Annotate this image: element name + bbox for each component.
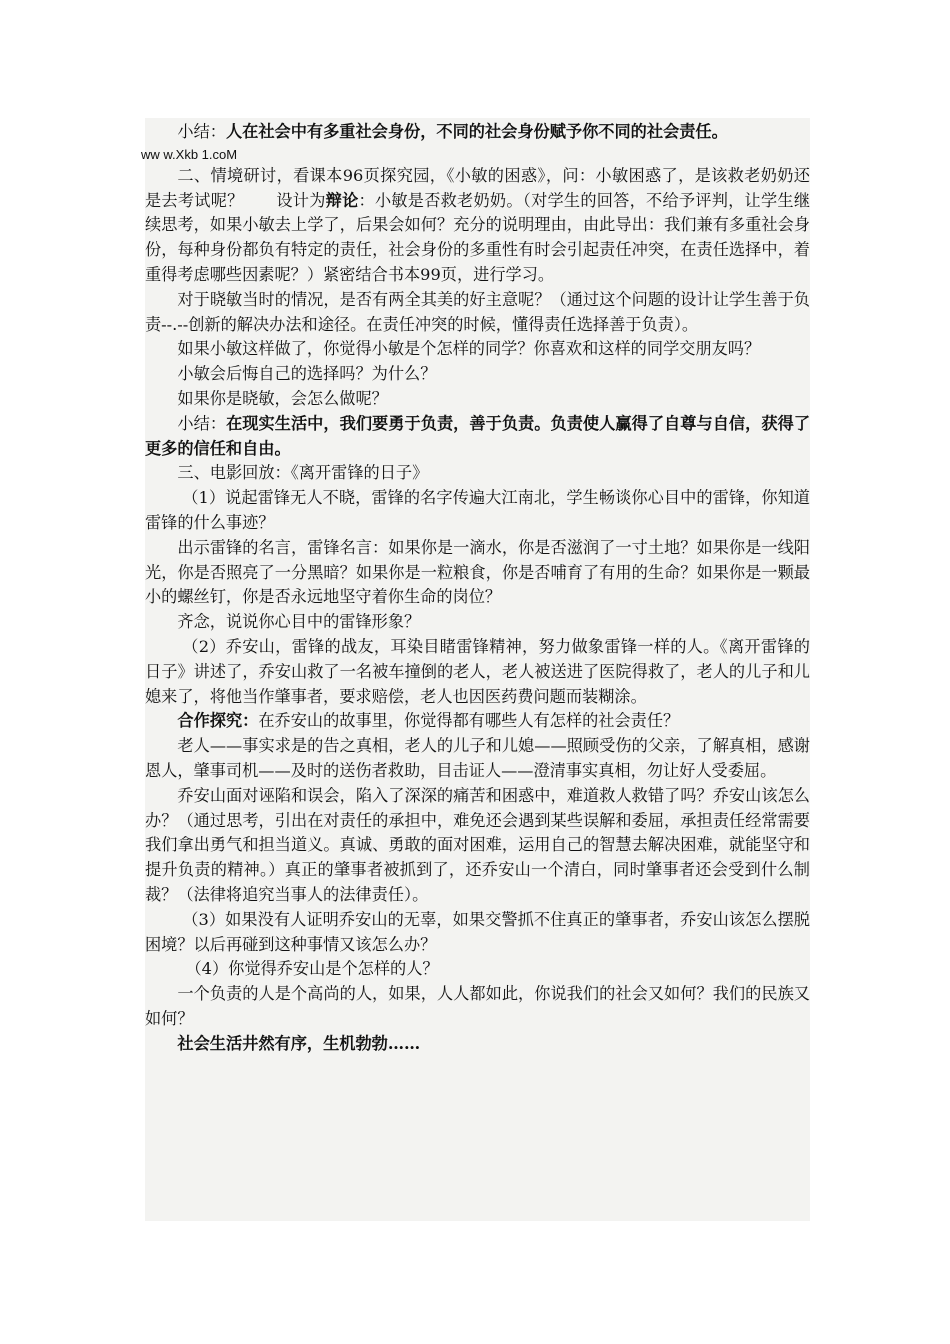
paragraph-question-4: （4）你觉得乔安山是个怎样的人？ — [185, 959, 439, 979]
paragraph-cooperative — [145, 709, 810, 734]
scenario-text-c: ：小敏是否救老奶奶。（对学生的回答，不给予评判，让学生继续思考，如果小敏去上学了，后果会如何？充分的说明理由，由此导出：我们兼有多重社会身份，每种身份都负有特定的责任，社会身份的多重性有时会引起责任冲突，在责任选择中，着重得考虑哪些因素呢？）紧密结合书本99页，进行学习。 — [145, 190, 811, 284]
paragraph-xiaomin-idea: 对于晓敏当时的情况，是否有两全其美的好主意呢？（通过这个问题的设计让学生善于负责--.--创新的解决办法和途径。在责任冲突的时候，懂得责任选择善于负责）。 — [145, 289, 810, 334]
paragraph-question-regret: 小敏会后悔自己的选择吗？为什么？ — [177, 364, 437, 384]
scenario-text-a: 二、情境研讨，看课本96页探究园，《小敏的困惑》，问：小敏困惑了，是该救老奶奶还是去考试呢？ 设计为 — [145, 165, 810, 210]
paragraph-leifeng-quote: 出示雷锋的名言，雷锋名言：如果你是一滴水，你是否滋润了一寸土地？如果你是一线阳光，你是否照亮了一分黑暗？如果你是一粒粮食，你是否哺育了有用的生命？如果你是一颗最小的螺丝钉，你是否永远地坚守着你生命的岗位？ — [145, 537, 810, 607]
paragraph-question-3: （3）如果没有人证明乔安山的无辜，如果交警抓不住真正的肇事者，乔安山该怎么摆脱困境？以后再碰到这种事情又该怎么办？ — [145, 909, 810, 954]
summary-paragraph-1 — [145, 120, 810, 145]
cooperative-label: 合作探究： — [177, 711, 259, 731]
paragraph-qiaoanshan: （2）乔安山，雷锋的战友，耳染目睹雷锋精神，努力做象雷锋一样的人。《离开雷锋的日子》讲述了，乔安山救了一名被车撞倒的老人，老人被送进了医院得救了，老人的儿子和儿媳来了，将他当作肇事者，要求赔偿，老人也因医药费问题而装糊涂。 — [145, 636, 810, 706]
paragraph-misunderstanding: 乔安山面对诬陷和误会，陷入了深深的痛苦和困惑中，难道救人救错了吗？乔安山该怎么办？（通过思考，引出在对责任的承担中，难免还会遇到某些误解和委屈，承担责任经常需要我们拿出勇气和担当道义。真诚、勇敢的面对困难，运用自己的智慧去解决困难，就能坚守和提升负责的精神。）真正的肇事者被抓到了，还乔安山一个清白，同时肇事者还会受到什么制裁？（法律将追究当事人的法律责任）。 — [145, 785, 810, 904]
summary-paragraph-2 — [145, 412, 810, 462]
paragraph-responsible-person: 一个负责的人是个高尚的人，如果，人人都如此，你说我们的社会又如何？我们的民族又如何？ — [145, 984, 810, 1028]
cooperative-text: 在乔安山的故事里，你觉得都有哪些人有怎样的社会责任？ — [258, 711, 680, 731]
paragraph-question-friend: 如果小敏这样做了，你觉得小敏是个怎样的同学？你喜欢和这样的同学交朋友吗？ — [177, 339, 761, 359]
paragraph-responsibilities: 老人——事实求是的告之真相，老人的儿子和儿媳——照顾受伤的父亲，了解真相，感谢恩人，肇事司机——及时的送伤者救助，目击证人——澄清事实真相，勿让好人受委屈。 — [145, 736, 810, 780]
paragraph-recite: 齐念，说说你心目中的雷锋形象？ — [177, 612, 421, 632]
paragraph-scenario — [145, 164, 810, 288]
summary-bold: 人在社会中有多重社会身份，不同的社会身份赋予你不同的社会责任。 — [225, 122, 728, 141]
section-heading-movie: 三、电影回放：《离开雷锋的日子》 — [177, 463, 429, 483]
document-body — [141, 120, 811, 1056]
summary2-bold: 在现实生活中，我们要勇于负责，善于负责。负责使人赢得了自尊与自信，获得了更多的信任和自由。 — [145, 413, 811, 458]
summary-lead: 小结： — [177, 122, 226, 141]
watermark-text: ww w.Xkb 1.coM — [141, 146, 238, 162]
paragraph-leifeng-1: （1）说起雷锋无人不晓，雷锋的名字传遍大江南北，学生畅谈你心目中的雷锋，你知道雷锋的什么事迹？ — [145, 488, 810, 532]
scenario-debate: 辩论 — [325, 190, 359, 210]
summary2-lead: 小结： — [177, 413, 227, 433]
paragraph-question-you: 如果你是晓敏，会怎么做呢？ — [177, 388, 388, 408]
paragraph-conclusion: 社会生活井然有序，生机勃勃…… — [177, 1033, 421, 1053]
